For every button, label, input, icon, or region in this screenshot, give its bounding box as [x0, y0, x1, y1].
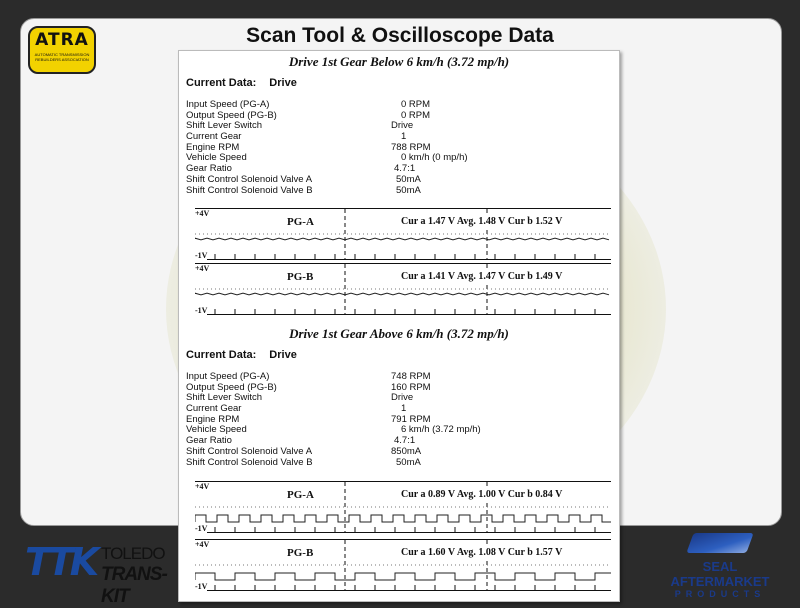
- data-rows: [186, 372, 606, 468]
- data-row: Shift Control Solenoid Valve B 50mA: [186, 456, 421, 468]
- data-row: Gear Ratio 4.7:1: [186, 163, 416, 175]
- scope-channel-name: PG-B: [287, 271, 314, 283]
- scope-measurement: Cur a 1.47 V Avg. 1.48 V Cur b 1.52 V: [401, 216, 563, 227]
- data-rows: [186, 100, 606, 196]
- data-row: Output Speed (PG-B) 0 RPM: [186, 109, 431, 121]
- current-data-label: Current Data: Drive: [186, 77, 297, 89]
- section-heading: Drive 1st Gear Below 6 km/h (3.72 mp/h): [288, 54, 510, 69]
- seal-swoosh-icon: [686, 533, 753, 553]
- current-data-label: Current Data: Drive: [186, 349, 297, 361]
- seal-aftermarket-logo: SEAL AFTERMARKET PRODUCTS: [655, 533, 785, 593]
- scope-trace-pg-b: +4V -1V PG-B Cur a 1.60 V Avg. 1.08 V Cur b 1.57 V: [195, 539, 611, 591]
- data-row: Input Speed (PG-A) 0 RPM: [186, 99, 431, 110]
- scope-channel-name: PG-B: [287, 547, 314, 559]
- scope-measurement: Cur a 1.41 V Avg. 1.47 V Cur b 1.49 V: [401, 271, 563, 282]
- slide-title: Scan Tool & Oscilloscope Data: [246, 24, 554, 47]
- data-row: Shift Control Solenoid Valve A 50mA: [186, 173, 421, 185]
- data-row: Current Gear 1: [186, 403, 407, 415]
- scope-channel-name: PG-A: [287, 489, 314, 501]
- scope-measurement: Cur a 1.60 V Avg. 1.08 V Cur b 1.57 V: [401, 547, 563, 558]
- toledo-trans-kit-logo: TTK TOLEDO TRANS-KIT: [25, 540, 167, 607]
- data-row: Output Speed (PG-B) 160 RPM: [186, 381, 431, 393]
- data-row: Shift Control Solenoid Valve A 850mA: [186, 445, 422, 457]
- atra-logo: ATRA AUTOMATIC TRANSMISSION REBUILDERS ASSOCIATION: [28, 26, 96, 74]
- data-sheet: [178, 50, 620, 602]
- data-row: Gear Ratio 4.7:1: [186, 435, 416, 447]
- scope-channel-name: PG-A: [287, 216, 314, 228]
- data-row: Shift Control Solenoid Valve B 50mA: [186, 184, 421, 196]
- data-row: Engine RPM 791 RPM: [186, 413, 431, 425]
- data-row: Input Speed (PG-A) 748 RPM: [186, 371, 431, 382]
- data-row: Current Gear 1: [186, 131, 407, 143]
- scope-trace-pg-a: +4V -1V PG-A Cur a 0.89 V Avg. 1.00 V Cur b 0.84 V: [195, 481, 611, 533]
- scope-trace-pg-a: +4V -1V PG-A Cur a 1.47 V Avg. 1.48 V Cur b 1.52 V: [195, 208, 611, 260]
- scope-measurement: Cur a 0.89 V Avg. 1.00 V Cur b 0.84 V: [401, 489, 563, 500]
- data-row: Vehicle Speed 6 km/h (3.72 mp/h): [186, 424, 481, 436]
- data-row: Engine RPM 788 RPM: [186, 141, 431, 153]
- section-heading: Drive 1st Gear Above 6 km/h (3.72 mp/h): [289, 326, 509, 341]
- data-row: Shift Lever Switch Drive: [186, 120, 414, 132]
- data-row: Shift Lever Switch Drive: [186, 392, 414, 404]
- scope-trace-pg-b: +4V -1V PG-B Cur a 1.41 V Avg. 1.47 V Cur b 1.49 V: [195, 263, 611, 315]
- data-row: Vehicle Speed 0 km/h (0 mp/h): [186, 152, 468, 164]
